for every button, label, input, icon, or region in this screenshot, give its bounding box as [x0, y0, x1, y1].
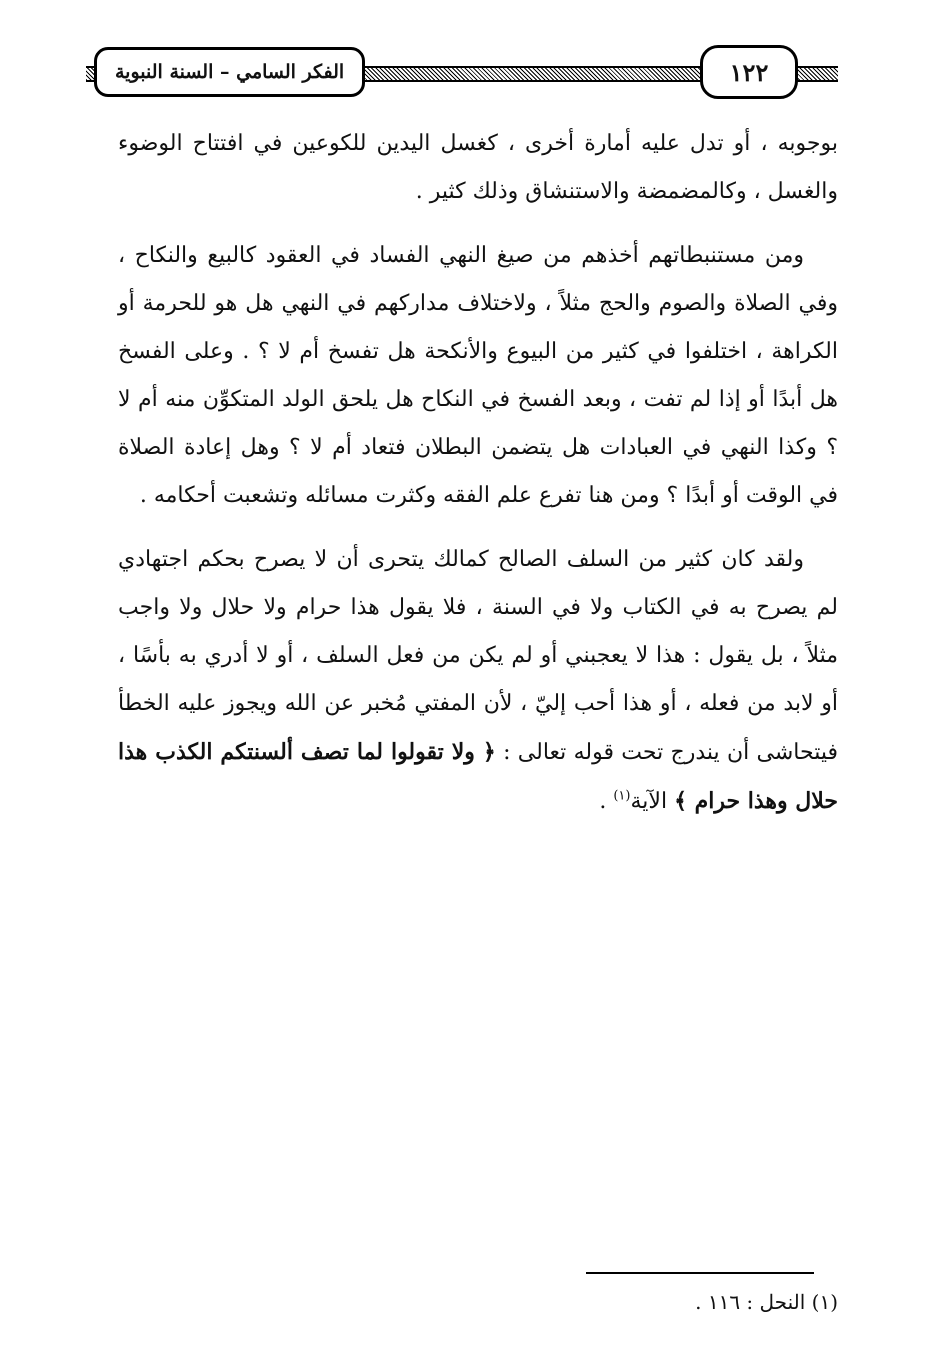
footnote: (١) النحل : ١١٦ . — [695, 1290, 838, 1314]
quran-quote: ﴿ ولا تقولوا لما تصف ألسنتكم الكذب هذا حلال وهذا حرام ﴾ — [118, 739, 838, 814]
footnote-divider — [586, 1272, 814, 1274]
verse-label: الآية — [630, 789, 668, 814]
page-header — [86, 44, 838, 100]
running-title: الفكر السامي – السنة النبوية — [94, 47, 365, 97]
paragraph-3-tail: . — [599, 789, 614, 814]
paragraph-2 — [118, 232, 838, 520]
paragraph-2-text: ومن مستنبطاتهم أخذهم من صيغ النهي الفساد في العقود كالبيع والنكاح ، وفي الصلاة والصوم والحج مثلاً ، ولاختلاف مداركهم في النهي هل هو للحرمة أو الكراهة ، اختلفوا في كثير من البيوع والأنكحة هل تفسخ أم لا ؟ . وعلى الفسخ هل أبدًا أو إذا لم تفت ، وبعد الفسخ في النكاح هل يلحق الولد المتكوِّن منه أم لا ؟ وكذا النهي في العبادات هل يتضمن البطلان فتعاد أم لا ؟ وهل إعادة الصلاة في الوقت أو أبدًا ؟ ومن هنا تفرع علم الفقه وكثرت مسائله وتشعبت أحكامه . — [118, 243, 838, 508]
footnote-marker: (١) — [613, 788, 631, 804]
page-number: ١٢٢ — [700, 45, 798, 99]
main-text — [118, 120, 838, 842]
paragraph-3-text: ولقد كان كثير من السلف الصالح كمالك يتحرى أن لا يصرح بحكم اجتهادي لم يصرح به في الكتاب ولا في السنة ، فلا يقول هذا حرام ولا حلال ولا واجب مثلاً ، بل يقول : هذا لا يعجبني أو لم يكن من فعل السلف ، أو لا أدري به بأسًا ، أو لابد من فعله ، أو هذا أحب إليّ ، لأن المفتي مُخبر عن الله ويجوز عليه الخطأ فيتحاشى أن يندرج تحت قوله تعالى : — [118, 547, 838, 765]
paragraph-1: بوجوبه ، أو تدل عليه أمارة أخرى ، كغسل اليدين للكوعين في افتتاح الوضوء والغسل ، وكالمضمضة والاستنشاق وذلك كثير . — [118, 131, 838, 204]
paragraph-3 — [118, 536, 838, 826]
